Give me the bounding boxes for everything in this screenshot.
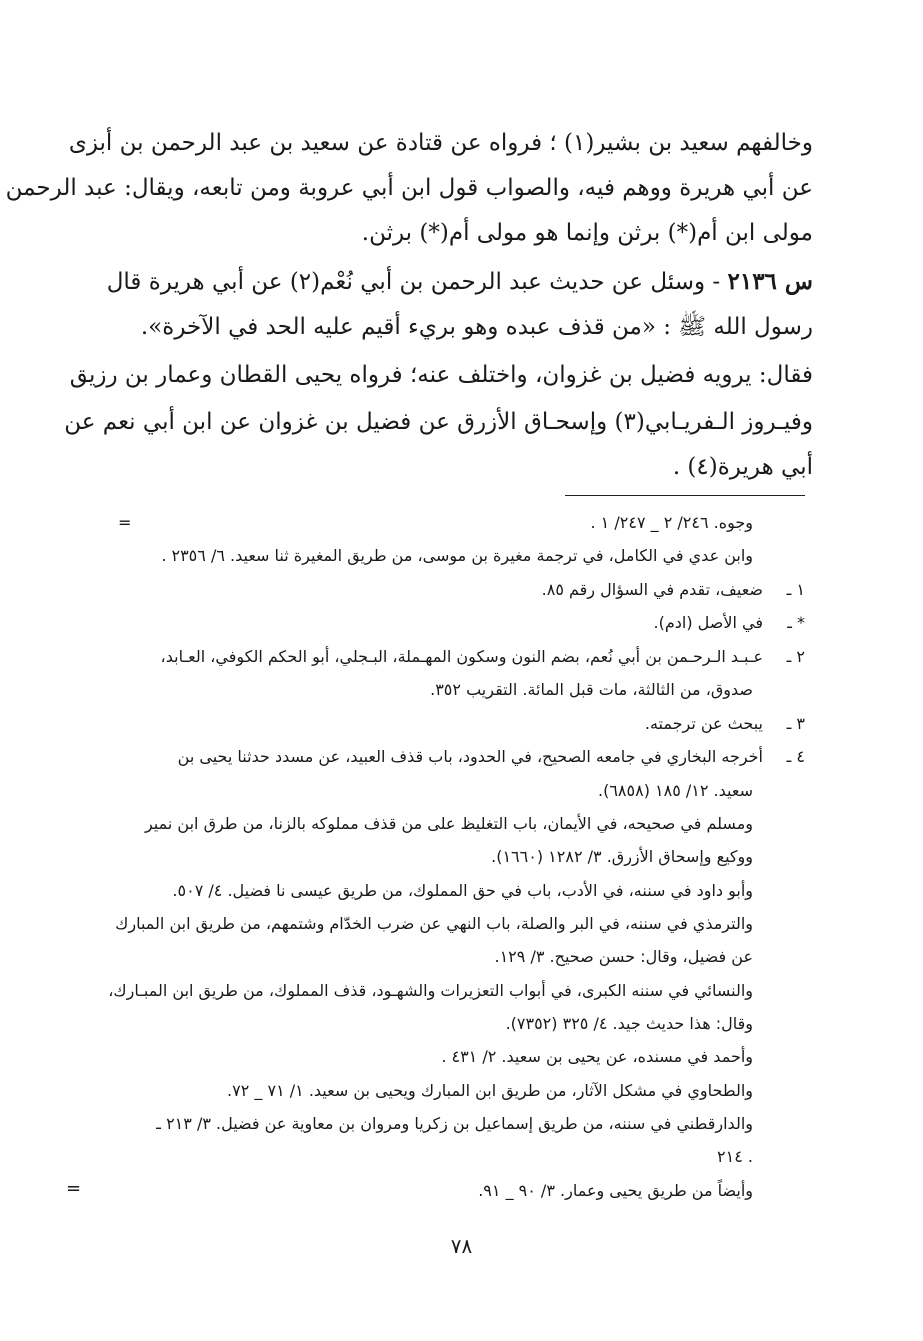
footnote-marker: * ـ — [787, 613, 805, 632]
footnote-line: وابن عدي في الكامل، في ترجمة مغيرة بن موسى، من طريق المغيرة ثنا سعيد. ٦/ ٢٣٥٦ . — [161, 546, 753, 565]
main-text-line: وخالفهم سعيد بن بشير(١) ؛ فرواه عن قتادة عن سعيد بن عبد الرحمن بن أبزى — [68, 130, 813, 156]
footnote-line: والترمذي في سننه، في البر والصلة، باب النهي عن ضرب الخدّام وشتمهم، من طريق ابن المبارك — [115, 914, 753, 933]
footnote-line: ووكيع وإسحاق الأزرق. ٣/ ١٢٨٢ (١٦٦٠). — [491, 847, 753, 866]
footnote-line: صدوق، من الثالثة، مات قبل المائة. التقريب ٣٥٢. — [430, 680, 753, 699]
page-number: ٧٨ — [450, 1234, 473, 1258]
footnote-marker: ٢ ـ — [786, 647, 805, 666]
footnote-separator — [565, 495, 805, 496]
footnote-line: يبحث عن ترجمته. — [644, 714, 763, 733]
footnote-marker: ١ ـ — [786, 580, 805, 599]
continuation-mark: = — [66, 1178, 82, 1199]
footnote-line: وأبو داود في سننه، في الأدب، باب في حق المملوك، من طريق عيسى نا فضيل. ٤/ ٥٠٧. — [172, 881, 753, 900]
question-text: - وسئل عن حديث عبد الرحمن بن أبي نُعْم(٢) عن أبي هريرة قال — [106, 269, 721, 295]
footnote-line: عن فضيل، وقال: حسن صحيح. ٣/ ١٢٩. — [494, 947, 753, 966]
footnote-line: وأيضاً من طريق يحيى وعمار. ٣/ ٩٠ _ ٩١. — [478, 1181, 753, 1200]
footnote-line: ضعيف، تقدم في السؤال رقم ٨٥. — [541, 580, 763, 599]
footnote-line: ومسلم في صحيحه، في الأيمان، باب التغليظ على من قذف مملوكه بالزنا، من طرق ابن نمير — [144, 814, 753, 833]
footnote-line: والنسائي في سننه الكبرى، في أبواب التعزيرات والشهـود، قذف المملوك، من طريق ابن المبـارك، — [108, 981, 753, 1000]
main-text-line: وفيـروز الـفريـابي(٣) وإسحـاق الأزرق عن فضيل بن غزوان عن ابن أبي نعم عن — [64, 409, 813, 435]
main-text-line: فقال: يرويه فضيل بن غزوان، واختلف عنه؛ فرواه يحيى القطان وعمار بن رزيق — [69, 362, 813, 388]
footnote-line: ٢١٤ . — [717, 1147, 753, 1166]
main-text-line: عن أبي هريرة ووهم فيه، والصواب قول ابن أبي عروبة ومن تابعه، ويقال: عبد الرحمن — [5, 175, 813, 201]
footnote-line: وجوه. ٢٤٦/ ٢ _ ٢٤٧/ ١ . — [590, 513, 753, 532]
question-heading-line — [106, 262, 813, 302]
main-text-line: مولى ابن أم(*) برثن وإنما هو مولى أم(*) برثن. — [361, 220, 813, 246]
footnote-line: وقال: هذا حديث جيد. ٤/ ٣٢٥ (٧٣٥٢). — [505, 1014, 753, 1033]
footnote-line: والدارقطني في سننه، من طريق إسماعيل بن زكريا ومروان بن معاوية عن فضيل. ٣/ ٢١٣ ـ — [156, 1114, 753, 1133]
footnote-line: سعيد. ١٢/ ١٨٥ (٦٨٥٨). — [597, 781, 753, 800]
footnote-marker: ٤ ـ — [786, 747, 805, 766]
footnote-line: عـبـد الـرحـمن بن أبي نُعم، بضم النون وسكون المهـملة، البـجلي، أبو الحكم الكوفي، العـابد، — [160, 647, 763, 666]
footnote-line: أخرجه البخاري في جامعه الصحيح، في الحدود، باب قذف العبيد، عن مسدد حدثنا يحيى بن — [177, 747, 763, 766]
footnote-marker: ٣ ـ — [786, 714, 805, 733]
footnote-marker: = — [118, 513, 132, 532]
footnote-line: والطحاوي في مشكل الآثار، من طريق ابن المبارك ويحيى بن سعيد. ١/ ٧١ _ ٧٢. — [227, 1081, 753, 1100]
main-text-line: رسول الله ﷺ : «من قذف عبده وهو بريء أقيم عليه الحد في الآخرة». — [140, 314, 813, 340]
main-text-line: أبي هريرة(٤) . — [672, 454, 813, 480]
question-number: س ٢١٣٦ — [727, 268, 813, 295]
footnote-line: وأحمد في مسنده، عن يحيى بن سعيد. ٢/ ٤٣١ . — [441, 1047, 753, 1066]
footnote-line: في الأصل (ادم). — [653, 613, 763, 632]
